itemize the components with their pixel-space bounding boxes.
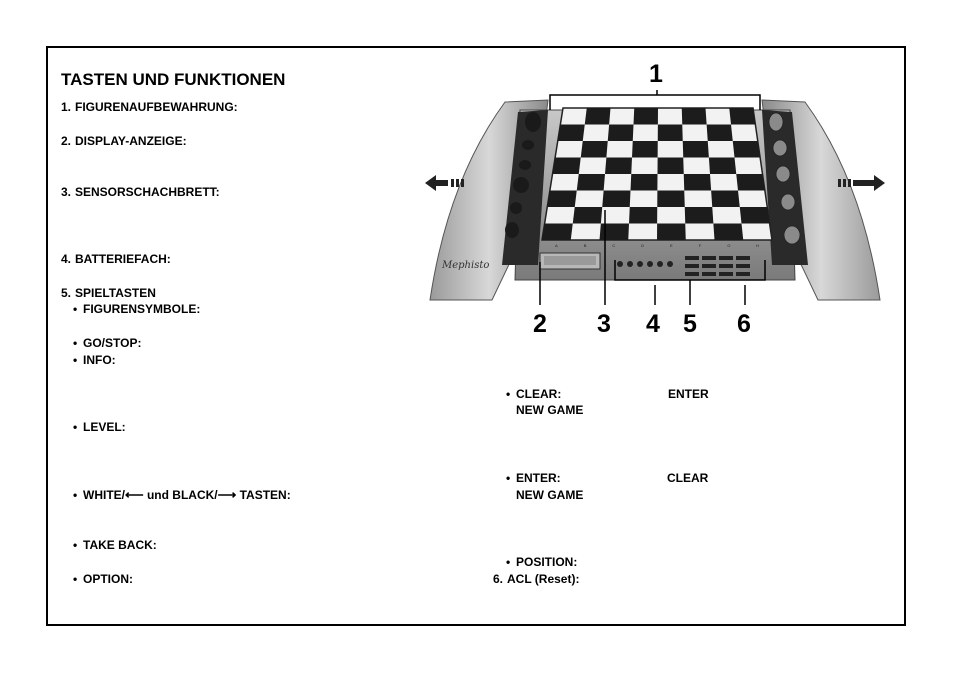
file-label: F [698, 243, 702, 248]
callout-3: 3 [597, 310, 611, 338]
board-square-dark [657, 191, 685, 208]
page-title: TASTEN UND FUNKTIONEN [61, 70, 286, 89]
bullet-enter: • ENTER: [506, 471, 561, 485]
board-square-dark [707, 125, 733, 142]
board-square-dark [581, 141, 608, 158]
item-acl-reset: 6. ACL (Reset): [493, 572, 580, 586]
board-square-dark [713, 224, 743, 241]
file-label: H [756, 243, 760, 248]
enter-sub-new-game: NEW GAME [516, 488, 584, 502]
file-label: E [670, 243, 673, 248]
bullet-position: • POSITION: [506, 555, 578, 569]
board-square-dark [634, 108, 659, 125]
bullet-figurensymbole: • FIGURENSYMBOLE: [73, 302, 201, 316]
lcd-screen [544, 256, 596, 265]
enter-ref-clear: CLEAR [667, 471, 709, 485]
arrow-right-icon: ⟶ [217, 487, 237, 502]
bullet-take-back: • TAKE BACK: [73, 538, 157, 552]
board-square-dark [632, 141, 658, 158]
bullet-clear: • CLEAR: [506, 387, 562, 401]
file-label: G [727, 243, 731, 248]
bullet-option: • OPTION: [73, 572, 133, 586]
chess-computer-illustration [420, 90, 890, 315]
board-square-dark [658, 125, 683, 142]
board-square-dark [600, 224, 630, 241]
board-square-dark [585, 108, 611, 125]
board-square-dark [608, 125, 634, 142]
callout-6: 6 [737, 310, 751, 338]
callout-1: 1 [649, 60, 663, 88]
board-square-dark [683, 141, 709, 158]
board-square-dark [711, 191, 740, 208]
board-square-dark [736, 174, 765, 191]
item-display-anzeige: 2. DISPLAY-ANZEIGE: [61, 134, 187, 148]
clear-sub-new-game: NEW GAME [516, 403, 584, 417]
item-batteriefach: 4. BATTERIEFACH: [61, 252, 171, 266]
board-square-dark [631, 174, 658, 191]
arrow-left-icon: ⟵ [125, 487, 144, 502]
board-square-dark [682, 108, 707, 125]
board-square-dark [573, 207, 603, 224]
board-square-dark [629, 207, 657, 224]
bullet-level: • LEVEL: [73, 420, 126, 434]
board-square-dark [658, 158, 684, 175]
file-label: D [641, 243, 645, 248]
callout-4: 4 [646, 310, 660, 338]
file-label: C [612, 243, 616, 248]
bullet-info: • INFO: [73, 353, 116, 367]
board-square-dark [553, 158, 581, 175]
board-square-dark [729, 108, 755, 125]
bullet-gostop: • GO/STOP: [73, 336, 142, 350]
file-label: A [555, 243, 558, 248]
board-square-dark [602, 191, 630, 208]
board-square-dark [709, 158, 736, 175]
board-square-dark [740, 207, 770, 224]
board-square-dark [685, 207, 714, 224]
item-spieltasten: 5. SPIELTASTEN [61, 286, 156, 300]
board-square-dark [547, 191, 577, 208]
item-figurenaufbewahrung: 1. FIGURENAUFBEWAHRUNG: [61, 100, 238, 114]
item-sensorschachbrett: 3. SENSORSCHACHBRETT: [61, 185, 220, 199]
board-square-dark [605, 158, 632, 175]
clear-ref-enter: ENTER [668, 387, 709, 401]
board-square-dark [684, 174, 711, 191]
board-square-dark [577, 174, 605, 191]
brand-logo: Mephisto [442, 260, 490, 271]
board-square-dark [657, 224, 686, 241]
board-square-dark [542, 224, 573, 241]
file-label: B [583, 243, 587, 248]
bullet-white-black-tasten: • WHITE/⟵ und BLACK/⟶ TASTEN: [73, 487, 291, 502]
callout-2: 2 [533, 310, 547, 338]
board-square-dark [558, 125, 585, 142]
sensor-chessboard [542, 108, 772, 240]
callout-5: 5 [683, 310, 697, 338]
board-square-dark [733, 141, 760, 158]
